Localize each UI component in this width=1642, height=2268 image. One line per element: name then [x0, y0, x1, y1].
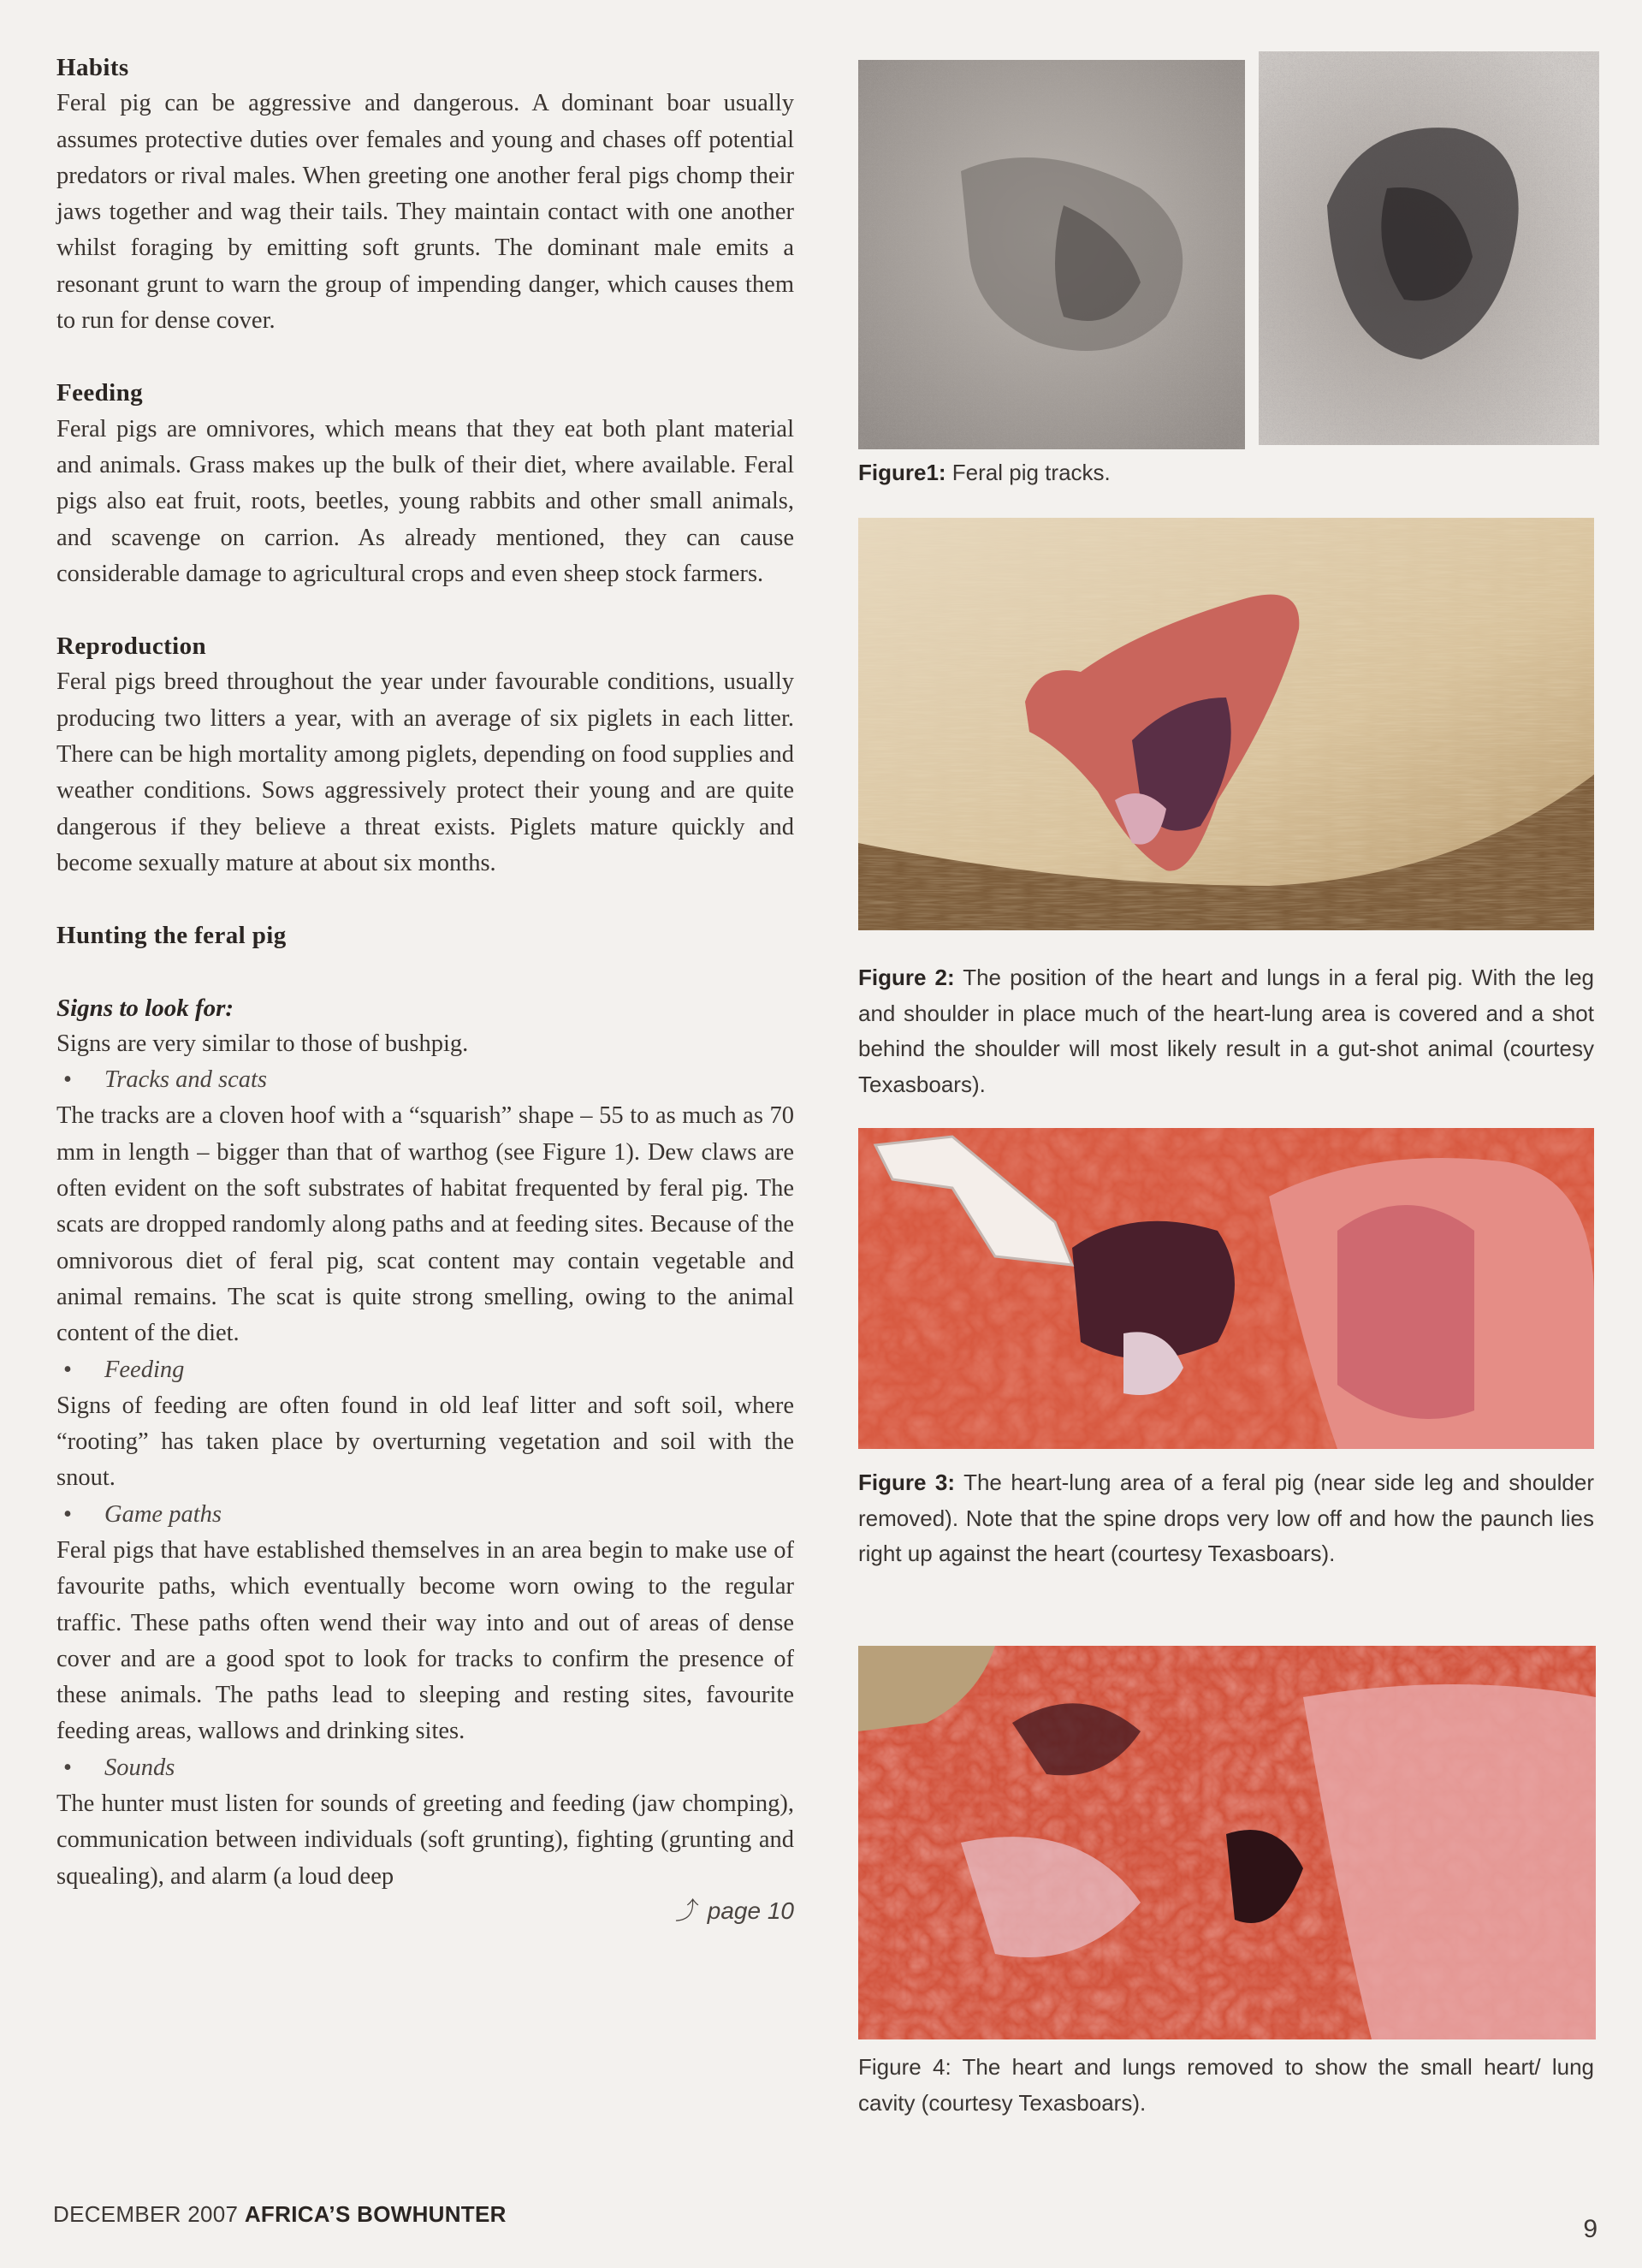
figure2-photo	[858, 518, 1594, 930]
feeding-heading: Feeding	[56, 379, 144, 407]
chest-cavity-icon	[858, 1646, 1596, 2039]
bullet-sounds	[56, 1750, 794, 1786]
bullet-tracks-scats	[56, 1062, 794, 1098]
figure4-caption	[858, 2050, 1594, 2121]
sounds-body: The hunter must listen for sounds of greeting and feeding (jaw chomping), communication between individuals (soft grunting), fighting (grunting and squealing), and alarm (a loud deep	[56, 1790, 794, 1890]
signs-intro: Signs are very similar to those of bushpig.	[56, 1030, 469, 1057]
bullet-dot: •	[63, 1500, 72, 1528]
continued-text: page 10	[707, 1897, 794, 1924]
page-number: 9	[1583, 2215, 1598, 2243]
magazine-title: AFRICA’S BOWHUNTER	[244, 2201, 507, 2227]
figure4-text: Figure 4: The heart and lungs removed to show the small heart/ lung cavity (courtesy Texasboars).	[858, 2054, 1594, 2116]
feeding-signs-body: Signs of feeding are often found in old leaf litter and soft soil, where “rooting” has taken place by overturning vegetation and soil with the snout.	[56, 1392, 794, 1492]
habits-body: Feral pig can be aggressive and dangerous. A dominant boar usually assumes protective duties over females and young and chases off potential predators or rival males. When greeting one another feral pigs chomp their jaws together and wag their tails. They maintain contact with one another whilst foraging by emitting soft grunts. The dominant male emits a resonant grunt to warn the group of impending danger, which causes them to run for dense cover.	[56, 90, 794, 335]
hoof-track-icon	[1259, 51, 1599, 445]
bowhunter-arrow-icon: ⤴	[674, 1897, 699, 1924]
bullet-label: Game paths	[104, 1500, 222, 1528]
continued-link[interactable]	[56, 1893, 794, 1929]
hunting-heading: Hunting the feral pig	[56, 922, 287, 950]
figure3-caption	[858, 1465, 1594, 1572]
bullet-dot: •	[63, 1754, 72, 1781]
figure4-photo	[858, 1646, 1596, 2039]
figure1-label: Figure1:	[858, 460, 946, 485]
figure2-caption	[858, 960, 1594, 1102]
bullet-feeding	[56, 1352, 794, 1388]
figure1-track-photo-right	[1259, 51, 1599, 445]
bullet-label: Tracks and scats	[104, 1066, 268, 1094]
figure3-label: Figure 3:	[858, 1469, 956, 1495]
article-left-column	[56, 50, 794, 1929]
bullet-label: Feeding	[104, 1356, 185, 1383]
signs-heading: Signs to look for:	[56, 994, 234, 1022]
feeding-body: Feral pigs are omnivores, which means that they eat both plant material and animals. Grass makes up the bulk of their diet, where available. Feral pigs also eat fruit, roots, beetles, young rabbits and other small animals, and scavenge on carrion. As already mentioned, they can cause considerable damage to agricultural crops and even sheep stock farmers.	[56, 415, 794, 587]
bullet-dot: •	[63, 1066, 72, 1094]
pig-carcass-icon	[858, 518, 1594, 930]
page-footer	[53, 2201, 507, 2228]
bullet-label: Sounds	[104, 1754, 175, 1781]
habits-heading: Habits	[56, 54, 129, 81]
figure1-caption	[858, 455, 1594, 491]
figure1-text: Feral pig tracks.	[945, 460, 1111, 485]
tracks-scats-body: The tracks are a cloven hoof with a “squarish” shape – 55 to as much as 70 mm in length – bigger than that of warthog (see Figure 1). Dew claws are often evident on the soft substrates of habitat frequented by feral pig. The scats are dropped randomly along paths and at feeding sites. Because of the omnivorous diet of feral pig, scat content may contain vegetable and animal remains. The scat is quite strong smelling, owing to the animal content of the diet.	[56, 1102, 794, 1347]
reproduction-heading: Reproduction	[56, 632, 207, 661]
figure2-label: Figure 2:	[858, 965, 955, 990]
figure3-text: The heart-lung area of a feral pig (near side leg and shoulder removed). Note that the spine drops very low off and how the paunch lies right up against the heart (courtesy Texasboars).	[858, 1469, 1594, 1566]
game-paths-body: Feral pigs that have established themselves in an area begin to make use of favourite paths, which eventually become worn owing to the regular traffic. These paths often wend their way into and out of areas of dense cover and are a good spot to look for tracks to confirm the presence of these animals. The paths lead to sleeping and resting sites, favourite feeding areas, wallows and drinking sites.	[56, 1536, 794, 1745]
figure1-track-photo-left	[858, 60, 1245, 449]
bullet-dot: •	[63, 1356, 72, 1383]
issue-date: DECEMBER 2007	[53, 2201, 239, 2227]
reproduction-body: Feral pigs breed throughout the year under favourable conditions, usually producing two litters a year, with an average of six piglets in each litter. There can be high mortality among piglets, depending on food supplies and weather conditions. Sows aggressively protect their young and are quite dangerous if they believe a threat exists. Piglets mature quickly and become sexually mature at about six months.	[56, 668, 794, 876]
figure2-text: The position of the heart and lungs in a feral pig. With the leg and shoulder in place much of the heart-lung area is covered and a shot behind the shoulder will most likely result in a gut-shot animal (courtesy Texasboars).	[858, 965, 1594, 1097]
heart-lung-icon	[858, 1128, 1594, 1449]
hoof-track-icon	[858, 60, 1245, 449]
figure3-photo	[858, 1128, 1594, 1449]
bullet-game-paths	[56, 1497, 794, 1533]
